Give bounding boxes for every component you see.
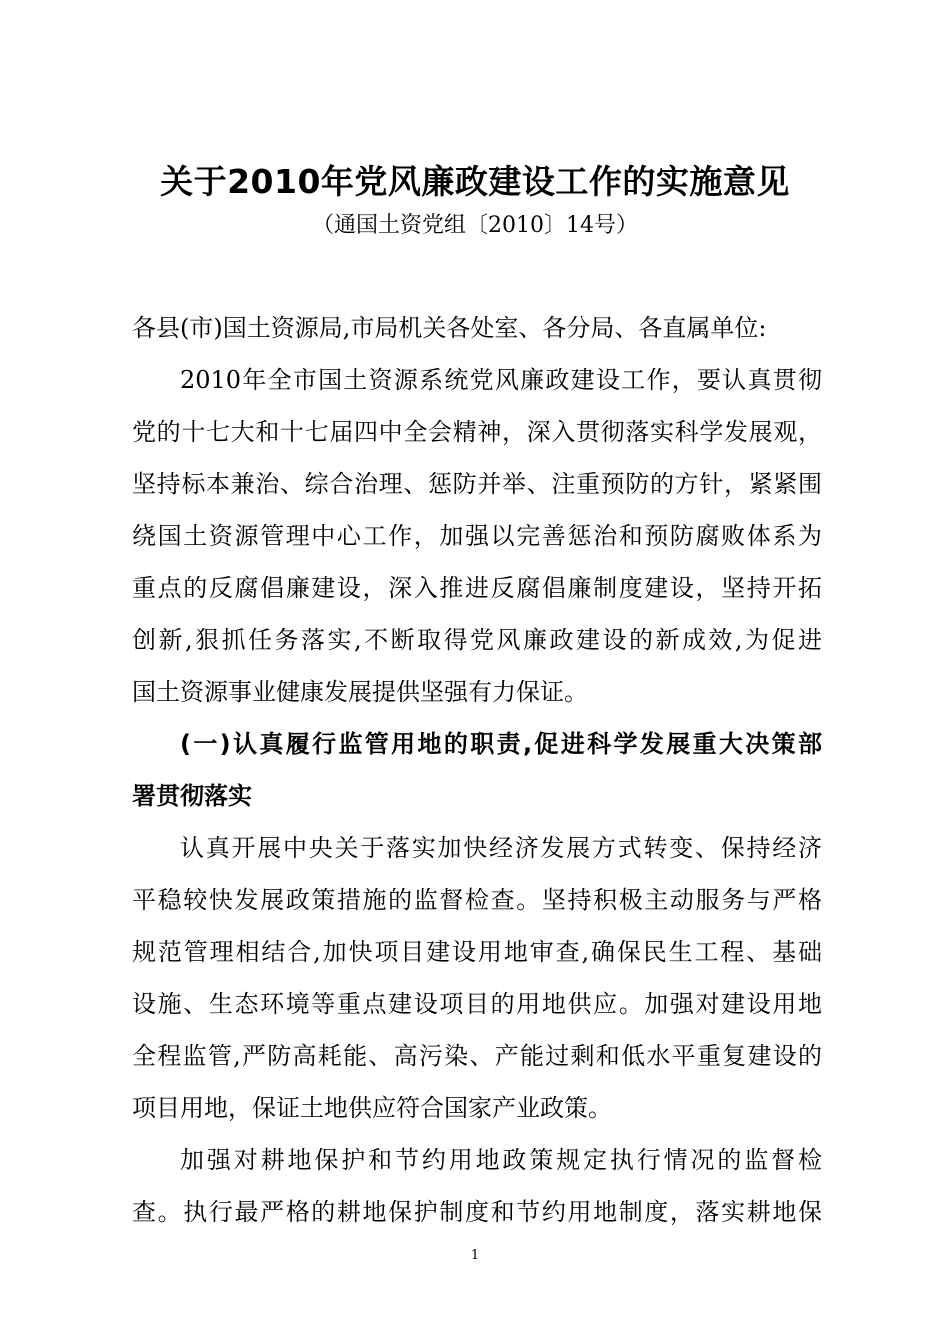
section-1-heading-line-1: (一)认真履行监管用地的职责,促进科学发展重大决策部 bbox=[180, 730, 822, 758]
document-number: （通国土资党组〔2010〕14号） bbox=[312, 213, 638, 238]
paragraph-1-line-6: 创新,狠抓任务落实,不断取得党风廉政建设的新成效,为促进 bbox=[132, 626, 822, 654]
paragraph-1-line-4: 绕国土资源管理中心工作，加强以完善惩治和预防腐败体系为 bbox=[132, 522, 822, 550]
paragraph-3-line-1: 加强对耕地保护和节约用地政策规定执行情况的监督检 bbox=[180, 1146, 822, 1174]
paragraph-1-line-1: 2010年全市国土资源系统党风廉政建设工作，要认真贯彻 bbox=[180, 366, 822, 394]
paragraph-2-line-2: 平稳较快发展政策措施的监督检查。坚持积极主动服务与严格 bbox=[132, 886, 822, 914]
paragraph-1-line-2: 党的十七大和十七届四中全会精神，深入贯彻落实科学发展观， bbox=[132, 418, 822, 446]
paragraph-2-line-3: 规范管理相结合,加快项目建设用地审查,确保民生工程、基础 bbox=[132, 938, 822, 966]
paragraph-1-line-5: 重点的反腐倡廉建设，深入推进反腐倡廉制度建设，坚持开拓 bbox=[132, 574, 822, 602]
document-body bbox=[132, 302, 822, 1238]
paragraph-2-line-1: 认真开展中央关于落实加快经济发展方式转变、保持经济 bbox=[180, 834, 822, 862]
paragraph-3-line-2: 查。执行最严格的耕地保护制度和节约用地制度，落实耕地保 bbox=[132, 1198, 822, 1226]
paragraph-2-line-5: 全程监管,严防高耗能、高污染、产能过剩和低水平重复建设的 bbox=[132, 1042, 822, 1070]
document-title: 关于2010年党风廉政建设工作的实施意见 bbox=[160, 162, 790, 201]
salutation: 各县(市)国土资源局,市局机关各处室、各分局、各直属单位: bbox=[132, 314, 767, 342]
paragraph-2-line-4: 设施、生态环境等重点建设项目的用地供应。加强对建设用地 bbox=[132, 990, 822, 1018]
paragraph-1-line-3: 坚持标本兼治、综合治理、惩防并举、注重预防的方针，紧紧围 bbox=[132, 470, 822, 498]
section-1-heading-line-2: 署贯彻落实 bbox=[132, 782, 252, 810]
page-number: 1 bbox=[470, 1248, 480, 1263]
paragraph-1-line-7: 国土资源事业健康发展提供坚强有力保证。 bbox=[132, 678, 588, 706]
paragraph-2-line-6: 项目用地，保证土地供应符合国家产业政策。 bbox=[132, 1094, 612, 1122]
